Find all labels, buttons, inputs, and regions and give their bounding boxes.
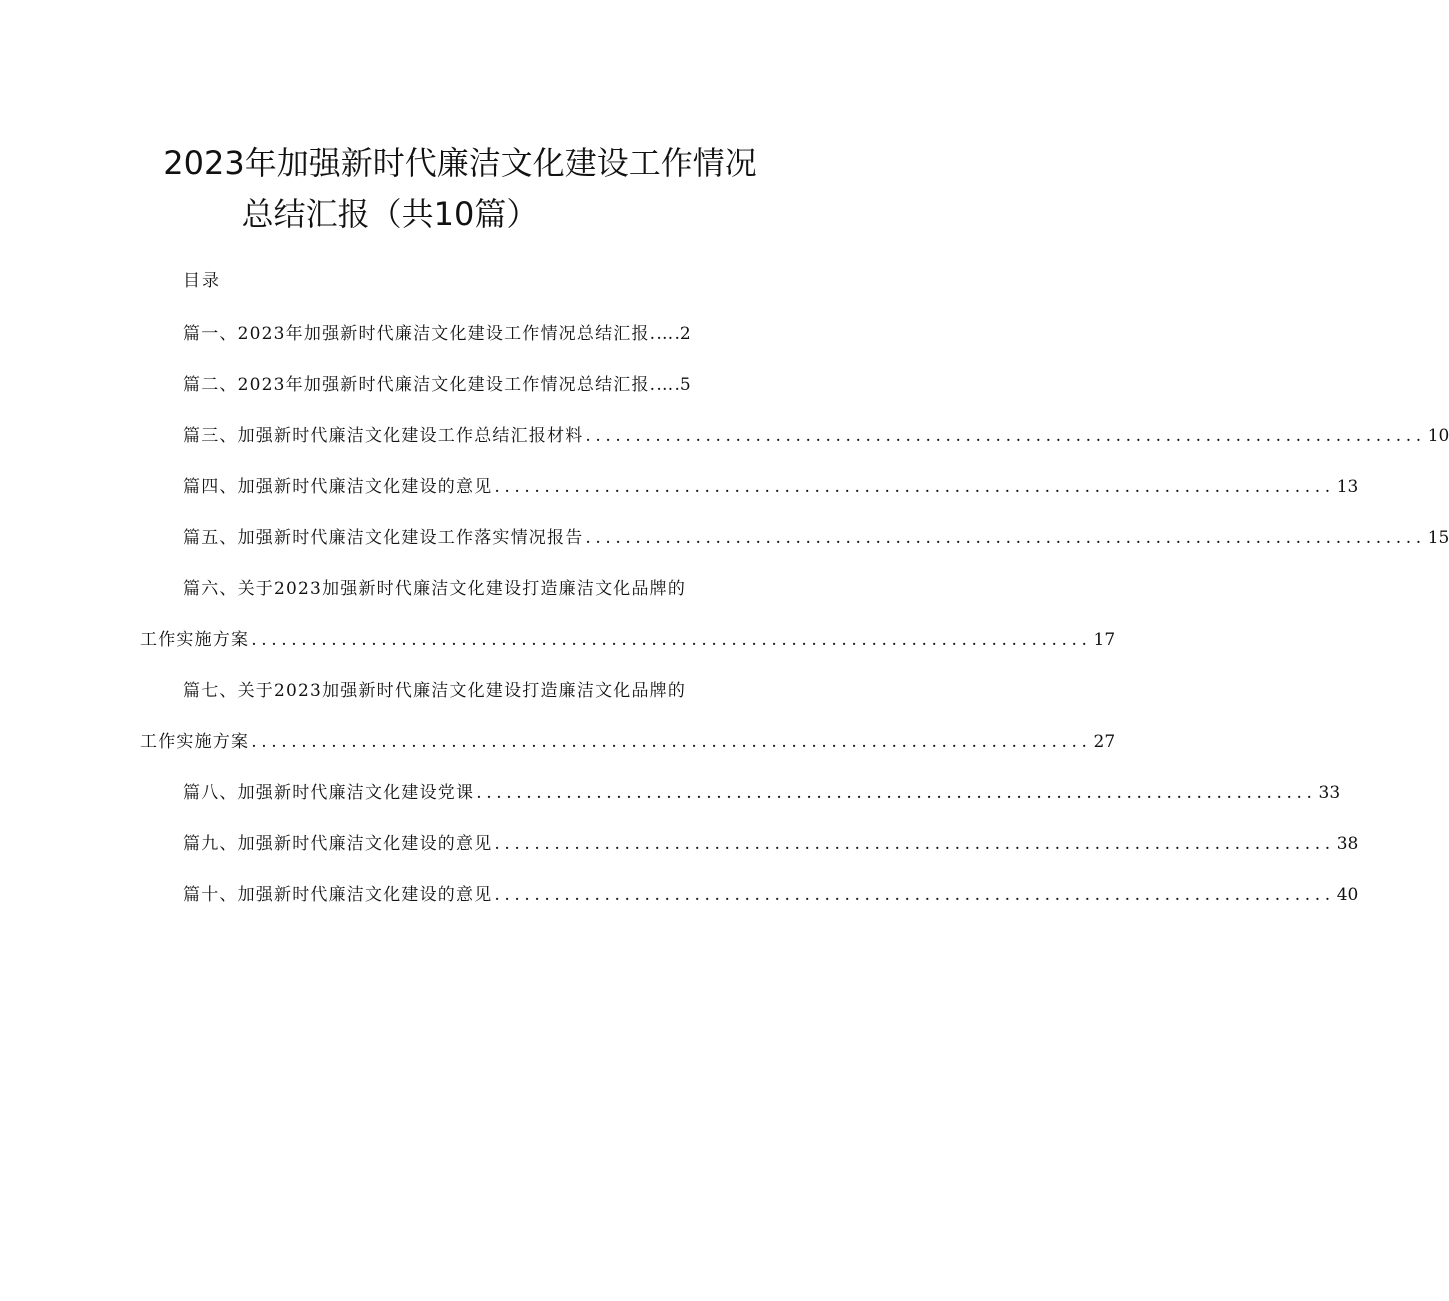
- toc-entry-page: 38: [1336, 834, 1359, 854]
- toc-entry-continuation-text: 工作实施方案: [140, 630, 250, 650]
- toc-entry-page: 40: [1336, 885, 1359, 905]
- toc-leader-dots: ....................................................................................: [494, 834, 1335, 854]
- toc-entry-5[interactable]: [183, 525, 1449, 551]
- document-title-line-1: 2023年加强新时代廉洁文化建设工作情况: [163, 144, 757, 182]
- toc-entry-text: 篇一、2023年加强新时代廉洁文化建设工作情况总结汇报.…: [183, 324, 675, 344]
- toc-entry-page: 17: [1093, 630, 1116, 650]
- toc-entry-7[interactable]: [183, 678, 743, 704]
- toc-entry-page: 33: [1318, 783, 1341, 803]
- document-title-line-2: 总结汇报（共10篇）: [241, 195, 539, 233]
- toc-leader-dots: ....................................................................................: [476, 783, 1317, 803]
- toc-entry-2[interactable]: [183, 372, 743, 398]
- toc-leader-dots: ....................................................................................: [251, 732, 1092, 752]
- toc-entry-9[interactable]: [183, 831, 1359, 857]
- toc-entry-text: 篇五、加强新时代廉洁文化建设工作落实情况报告: [183, 528, 584, 548]
- toc-entry-text: 篇四、加强新时代廉洁文化建设的意见: [183, 477, 493, 497]
- toc-entry-page: 10: [1427, 426, 1449, 446]
- toc-entry-8[interactable]: [183, 780, 1341, 806]
- toc-entry-page: 13: [1336, 477, 1359, 497]
- toc-entry-continuation-text: 工作实施方案: [140, 732, 250, 752]
- toc-leader-dots: ....................................................................................: [494, 885, 1335, 905]
- toc-entry-text: 篇三、加强新时代廉洁文化建设工作总结汇报材料: [183, 426, 584, 446]
- toc-leader-dots: ....................................................................................: [585, 426, 1426, 446]
- toc-entry-10[interactable]: [183, 882, 1359, 908]
- toc-entry-3[interactable]: [183, 423, 1449, 449]
- toc-entry-page: 27: [1093, 732, 1116, 752]
- toc-entry-4[interactable]: [183, 474, 1359, 500]
- toc-entry-text: 篇八、加强新时代廉洁文化建设党课: [183, 783, 475, 803]
- toc-entry-text: 篇二、2023年加强新时代廉洁文化建设工作情况总结汇报.…: [183, 375, 675, 395]
- toc-entry-page: .2: [674, 324, 691, 344]
- toc-entry-text: 篇九、加强新时代廉洁文化建设的意见: [183, 834, 493, 854]
- toc-entry-6-continuation[interactable]: [140, 627, 1116, 653]
- toc-entry-text: 篇十、加强新时代廉洁文化建设的意见: [183, 885, 493, 905]
- toc-entry-page: 15: [1427, 528, 1449, 548]
- toc-leader-dots: ....................................................................................: [585, 528, 1426, 548]
- toc-entry-page: .5: [674, 375, 691, 395]
- toc-leader-dots: ....................................................................................: [494, 477, 1335, 497]
- toc-leader-dots: ....................................................................................: [251, 630, 1092, 650]
- toc-entry-7-continuation[interactable]: [140, 729, 1116, 755]
- toc-entry-text: 篇六、关于2023加强新时代廉洁文化建设打造廉洁文化品牌的: [183, 579, 687, 599]
- toc-entry-6[interactable]: [183, 576, 743, 602]
- toc-heading: 目录: [183, 271, 221, 291]
- toc-entry-1[interactable]: [183, 321, 743, 347]
- toc-entry-text: 篇七、关于2023加强新时代廉洁文化建设打造廉洁文化品牌的: [183, 681, 687, 701]
